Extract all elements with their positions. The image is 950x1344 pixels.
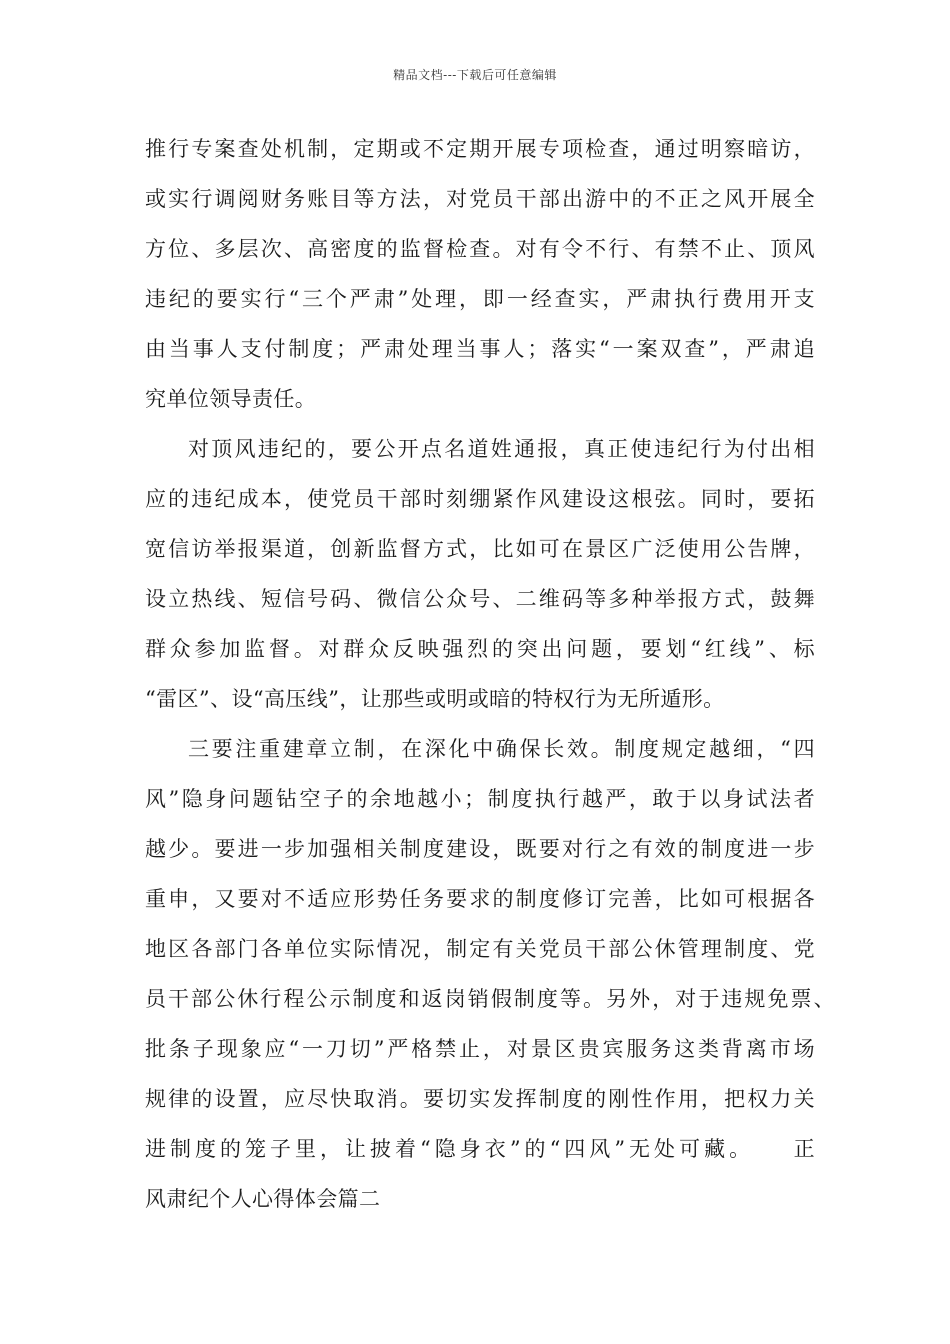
text-line: 方位、多层次、高密度的监督检查。对有令不行、有禁不止、顶风 xyxy=(145,237,815,261)
paragraph-first-line: 三要注重建章立制，在深化中确保长效。制度规定越细，“四 xyxy=(188,737,815,761)
text-line: 应的违纪成本，使党员干部时刻绷紧作风建设这根弦。同时，要拓 xyxy=(145,487,815,511)
text-line: 究单位领导责任。 xyxy=(145,387,317,411)
text-line: 或实行调阅财务账目等方法，对党员干部出游中的不正之风开展全 xyxy=(145,187,815,211)
text-line: “雷区”、设“高压线”，让那些或明或暗的特权行为无所遁形。 xyxy=(145,687,725,711)
text-line: 由当事人支付制度；严肃处理当事人；落实“一案双查”，严肃追 xyxy=(145,337,815,361)
text-line: 越少。要进一步加强相关制度建设，既要对行之有效的制度进一步 xyxy=(145,837,815,861)
text-line: 重申，又要对不适应形势任务要求的制度修订完善，比如可根据各 xyxy=(145,887,815,911)
text-line: 批条子现象应“一刀切”严格禁止，对景区贵宾服务这类背离市场 xyxy=(145,1037,815,1061)
text-line: 风”隐身问题钻空子的余地越小；制度执行越严，敢于以身试法者 xyxy=(145,787,815,811)
document-body xyxy=(145,124,835,1224)
text-line: 员干部公休行程公示制度和返岗销假制度等。另外，对于违规免票、 xyxy=(145,987,835,1011)
text-line: 设立热线、短信号码、微信公众号、二维码等多种举报方式，鼓舞 xyxy=(145,587,815,611)
section-title-line: 风肃纪个人心得体会篇二 xyxy=(145,1187,381,1211)
text-line: 进制度的笼子里，让披着“隐身衣”的“四风”无处可藏。 正 xyxy=(145,1137,815,1161)
text-line: 规律的设置，应尽快取消。要切实发挥制度的刚性作用，把权力关 xyxy=(145,1087,815,1111)
paragraph-first-line: 对顶风违纪的，要公开点名道姓通报，真正使违纪行为付出相 xyxy=(188,437,815,461)
text-line: 群众参加监督。对群众反映强烈的突出问题，要划“红线”、标 xyxy=(145,637,815,661)
text-line: 推行专案查处机制，定期或不定期开展专项检查，通过明察暗访， xyxy=(145,137,815,161)
text-line: 违纪的要实行“三个严肃”处理，即一经查实，严肃执行费用开支 xyxy=(145,287,815,311)
text-line: 地区各部门各单位实际情况，制定有关党员干部公休管理制度、党 xyxy=(145,937,815,961)
page-header: 精品文档---下载后可任意编辑 xyxy=(393,68,557,82)
text-line: 宽信访举报渠道，创新监督方式，比如可在景区广泛使用公告牌， xyxy=(145,537,815,561)
